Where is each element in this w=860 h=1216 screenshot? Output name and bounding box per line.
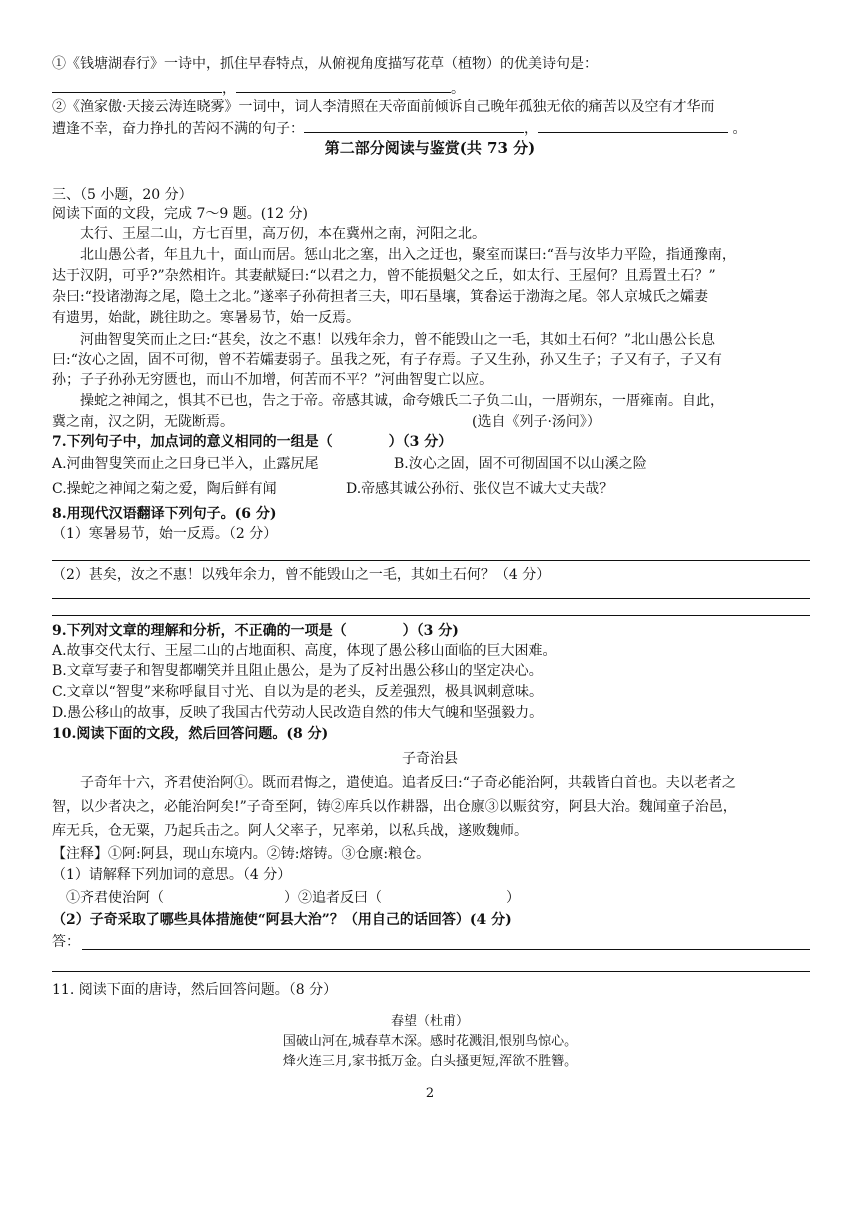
- answer-blank[interactable]: [236, 78, 451, 93]
- answer-blank[interactable]: [538, 118, 728, 133]
- passage-source: (选自《列子·汤问》）: [472, 414, 601, 430]
- recall-question-2-cont: 遭逢不幸，奋力挣扎的苦闷不满的句子：: [52, 121, 304, 137]
- q10-passage-line: 库无兵，仓无粟，乃起兵击之。阿人父率子，兄率弟，以私兵战，遂败魏师。: [52, 823, 528, 839]
- passage-line: 达于汉阴，可乎?”杂然相许。其妻献疑曰:“以君之力，曾不能损魁父之丘，如太行、王屋何？且焉置土石？”: [52, 268, 716, 284]
- answer-blank[interactable]: [52, 78, 222, 93]
- q7-option-d: D.帝感其诚公孙衍、张仪岂不诚大丈夫哉？: [346, 481, 614, 497]
- answer-line[interactable]: [82, 949, 810, 950]
- recall-question-1: ①《钱塘湖春行》一诗中，抓住早春特点，从俯视角度描写花草（植物）的优美诗句是：: [52, 56, 598, 72]
- q10-sub2: （2）子奇采取了哪些具体措施使“阿县大治”？（用自己的话回答）(4 分): [52, 912, 512, 928]
- answer-blank[interactable]: [304, 118, 524, 133]
- question-9: [52, 622, 812, 640]
- q9-option-c: C.文章以“智叟”来称呼鼠目寸光、自以为是的老头，反差强烈，极具讽刺意味。: [52, 684, 543, 700]
- recall-question-2: ②《渔家傲·天接云涛连晓雾》一词中，词人李清照在天帝面前倾诉自己晚年孤独无依的痛苦以及空有才华而: [52, 99, 715, 115]
- passage-line: 杂曰:“投诸渤海之尾，隐土之北。”遂率子孙荷担者三夫，叩石垦壤，箕畚运于渤海之尾。邻人京城氏之孀妻: [52, 289, 709, 305]
- q10-passage-line: 智，以少者决之，必能治阿矣!”子奇至阿，铸②库兵以作耕器，出仓廪③以赈贫穷，阿县大治。魏闻童子治邑，: [52, 799, 737, 815]
- q7-option-c: C.操蛇之神闻之菊之爱，陶后鲜有闻: [52, 481, 277, 497]
- q10-sub1: （1）请解释下列加词的意思。（4 分）: [52, 867, 292, 883]
- poem-line: 国破山河在,城春草木深。感时花溅泪,恨别鸟惊心。: [282, 1034, 578, 1049]
- poem-line: 烽火连三月,家书抵万金。白头搔更短,浑欲不胜簪。: [282, 1054, 578, 1069]
- question-9-stem-end: ）（3 分): [402, 623, 459, 639]
- q10-note: 【注释】①阿:阿县，现山东境内。②铸:熔铸。③仓廪:粮仓。: [52, 846, 431, 862]
- passage-line: [52, 413, 812, 431]
- passage-line: 北山愚公者，年且九十，面山而居。惩山北之塞，出入之迂也，聚室而谋曰:“吾与汝毕力平险，指通豫南，: [80, 247, 736, 263]
- answer-line[interactable]: [52, 598, 810, 599]
- poem-title: 春望（杜甫）: [390, 1014, 469, 1029]
- question-8: 8.用现代汉语翻译下列句子。(6 分): [52, 506, 277, 522]
- q10-sub1-b: ）②追者反曰（: [284, 890, 382, 906]
- recall-question-2-line2: 遭逢不幸，奋力挣扎的苦闷不满的句子： ， 。: [52, 118, 812, 138]
- q9-option-a: A.故事交代太行、王屋二山的占地面积、高度，体现了愚公移山面临的巨大困难。: [52, 643, 557, 659]
- q8-sentence-2: （2）甚矣，汝之不惠！以残年余力，曾不能毁山之一毛，其如土石何？（4 分）: [52, 567, 551, 583]
- passage-line: 曰:“汝心之固，固不可彻，曾不若孀妻弱子。虽我之死，有子存焉。子又生孙，孙又生子；子又有子，子又有: [52, 352, 722, 368]
- q10-sub1-c: ）: [506, 890, 520, 906]
- question-11: 11. 阅读下面的唐诗，然后回答问题。（8 分）: [52, 982, 338, 998]
- q9-option-d: D.愚公移山的故事，反映了我国古代劳动人民改造自然的伟大气魄和坚强毅力。: [52, 705, 544, 721]
- page-number: 2: [425, 1086, 435, 1101]
- q10-passage-line: 子奇年十六，齐君使治阿①。既而君悔之，遣使追。追者反曰:“子奇必能治阿，共载皆白首也。夫以老者之: [80, 775, 736, 791]
- q9-option-b: B.文章写妻子和智叟都嘲笑并且阻止愚公，是为了反衬出愚公移山的坚定决心。: [52, 663, 543, 679]
- q10-passage-title: 子奇治县: [402, 751, 458, 767]
- question-7-stem: 7.下列句子中，加点词的意义相同的一组是（: [52, 434, 333, 450]
- question-9-stem: 9.下列对文章的理解和分析，不正确的一项是（: [52, 623, 347, 639]
- q10-sub1-a: ①齐君使治阿（: [66, 890, 164, 906]
- recall-answer-blanks-1: ， 。: [52, 78, 812, 98]
- part2-title: 第二部分阅读与鉴赏(共 73 分): [324, 139, 536, 157]
- answer-line[interactable]: [52, 560, 810, 561]
- passage-line: 太行、王屋二山，方七百里，高万仞，本在冀州之南，河阳之北。: [80, 226, 486, 242]
- q10-sub1-items: [52, 889, 812, 907]
- answer-line[interactable]: [52, 615, 810, 616]
- passage-line: 操蛇之神闻之，惧其不已也，告之于帝。帝感其诚，命夸娥氏二子负二山，一厝朔东，一厝雍南。自此，: [80, 393, 724, 409]
- passage-line-end: 冀之南，汉之阴，无陇断焉。: [52, 414, 234, 430]
- question-7-stem-end: ）（3 分）: [388, 434, 453, 450]
- passage-line: 有遗男，始龀，跳往助之。寒暑易节，始一反焉。: [52, 310, 360, 326]
- answer-line[interactable]: [52, 971, 810, 972]
- q10-answer-label: 答：: [52, 934, 80, 950]
- q7-option-b: B.汝心之固，固不可彻固国不以山溪之险: [394, 456, 647, 472]
- question-10: 10.阅读下面的文段，然后回答问题。(8 分): [52, 726, 329, 742]
- passage-line: 河曲智叟笑而止之曰:“甚矣，汝之不惠！以残年余力，曾不能毁山之一毛，其如土石何？”北山愚公长息: [80, 332, 716, 348]
- section3-intro: 阅读下面的文段，完成 7～9 题。(12 分): [52, 206, 308, 222]
- question-7: [52, 433, 812, 451]
- passage-line: 孙；子子孙孙无穷匮也，而山不加增，何苦而不平？”河曲智叟亡以应。: [52, 372, 494, 388]
- q7-option-a: A.河曲智叟笑而止之曰身已半入，止露尻尾: [52, 456, 319, 472]
- section3-heading: 三、（5 小题，20 分）: [52, 187, 193, 203]
- q8-sentence-1: （1）寒暑易节，始一反焉。（2 分）: [52, 526, 278, 542]
